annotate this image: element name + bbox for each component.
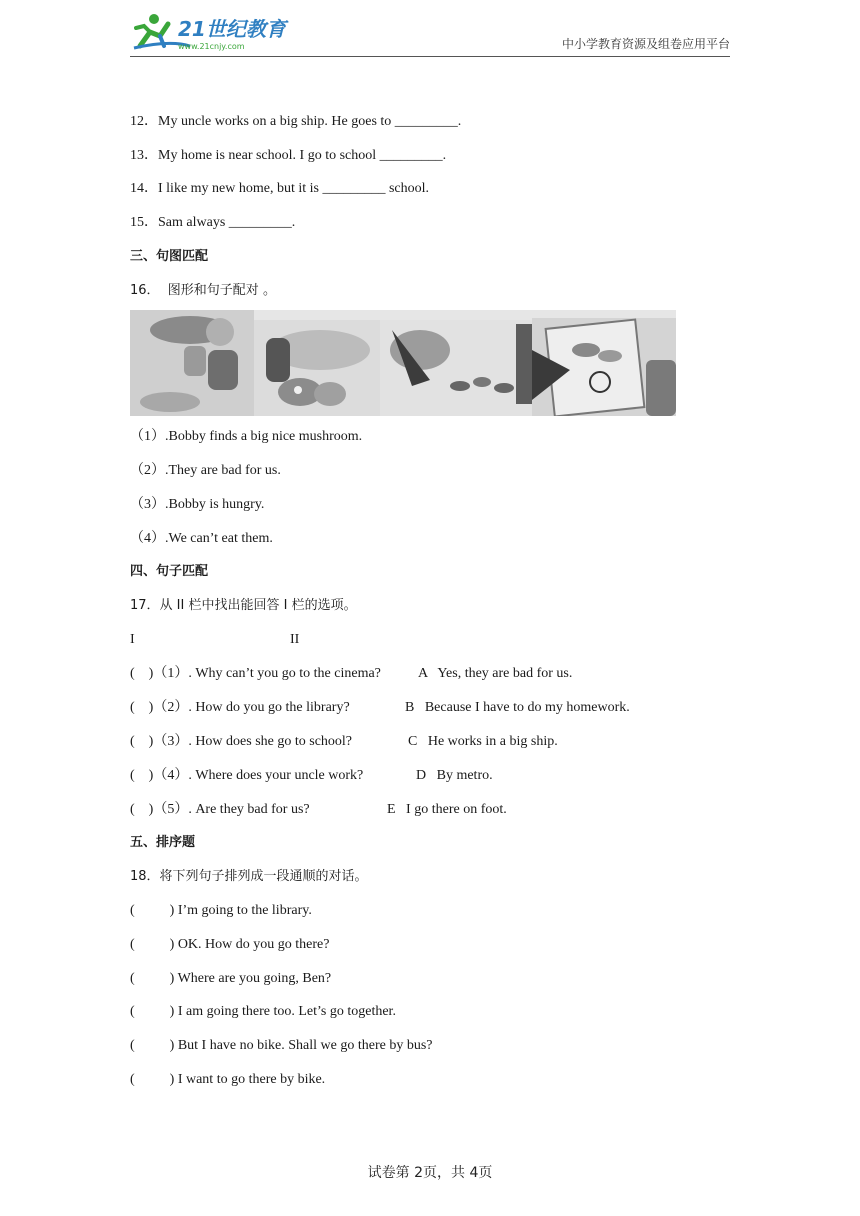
runner-logo-icon xyxy=(130,10,300,52)
header-tagline: 中小学教育资源及组卷应用平台 xyxy=(561,37,730,51)
question-18: 18．将下列句子排列成一段通顺的对话。 xyxy=(130,869,368,884)
order-item-2: ( ) OK. How do you go there? xyxy=(130,937,330,952)
logo-url: www.21cnjy.com xyxy=(178,42,245,51)
question-12: 12．My uncle works on a big ship. He goes to _________. xyxy=(130,114,462,129)
site-logo xyxy=(130,10,300,52)
order-item-6: ( ) I want to go there by bike. xyxy=(130,1072,326,1087)
pair-right-4: D By metro. xyxy=(416,768,493,783)
order-item-4: ( ) I am going there too. Let’s go together. xyxy=(130,1004,396,1019)
pair-left-3: ( )（3）. How does she go to school? xyxy=(130,734,353,749)
column-header-2: II xyxy=(290,632,300,647)
match-item-1: （1）.Bobby finds a big nice mushroom. xyxy=(130,429,363,444)
question-17: 17．从 II 栏中找出能回答 I 栏的选项。 xyxy=(130,598,357,613)
order-item-3: ( ) Where are you going, Ben? xyxy=(130,971,332,986)
logo-text: 21世纪教育 xyxy=(178,17,286,41)
order-item-5: ( ) But I have no bike. Shall we go there by bus? xyxy=(130,1038,433,1053)
pair-left-2: ( )（2）. How do you go the library? xyxy=(130,700,350,715)
match-item-4: （4）.We can’t eat them. xyxy=(130,531,273,546)
column-header-1: I xyxy=(130,632,135,647)
match-item-2: （2）.They are bad for us. xyxy=(130,463,281,478)
match-item-3: （3）.Bobby is hungry. xyxy=(130,497,265,512)
cartoon-picture-strip xyxy=(130,310,676,416)
question-16: 16． 图形和句子配对 。 xyxy=(130,283,276,298)
pair-right-5: E I go there on foot. xyxy=(387,802,507,817)
section-4-title: 四、句子匹配 xyxy=(130,564,209,579)
question-14: 14．I like my new home, but it is _________ school. xyxy=(130,181,430,196)
pair-right-2: B Because I have to do my homework. xyxy=(405,700,630,715)
pair-left-5: ( )（5）. Are they bad for us? xyxy=(130,802,310,817)
question-13: 13．My home is near school. I go to school _________. xyxy=(130,148,447,163)
pair-left-4: ( )（4）. Where does your uncle work? xyxy=(130,768,364,783)
page-footer: 试卷第 2页，共 4页 xyxy=(367,1165,493,1181)
page-header xyxy=(130,8,730,57)
order-item-1: ( ) I’m going to the library. xyxy=(130,903,312,918)
question-15: 15．Sam always _________. xyxy=(130,215,296,230)
section-5-title: 五、排序题 xyxy=(130,835,196,850)
pair-right-3: C He works in a big ship. xyxy=(408,734,558,749)
pair-right-1: A Yes, they are bad for us. xyxy=(418,666,573,681)
pair-left-1: ( )（1）. Why can’t you go to the cinema? xyxy=(130,666,381,681)
section-3-title: 三、句图匹配 xyxy=(130,249,209,264)
